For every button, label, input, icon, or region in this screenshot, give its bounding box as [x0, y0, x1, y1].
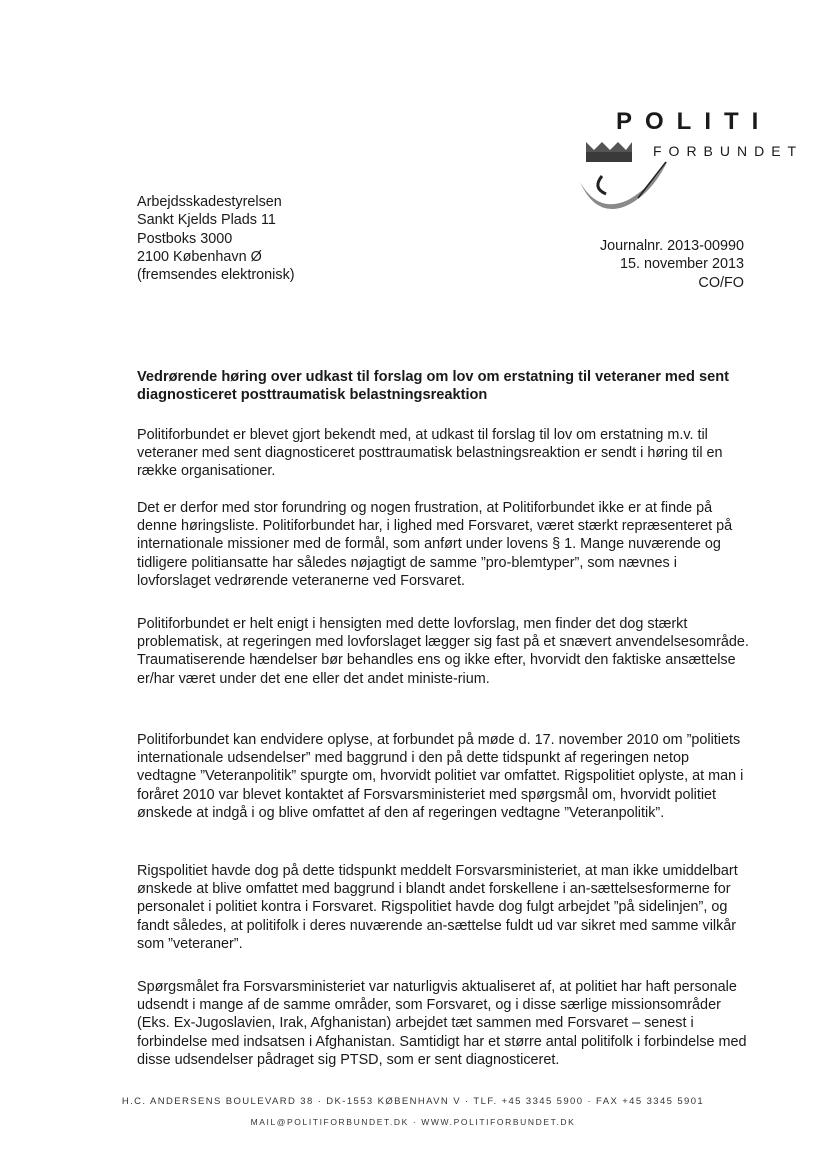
initials: CO/FO [698, 274, 744, 291]
body-paragraph: Politiforbundet er blevet gjort bekendt med, at udkast til forslag til lov om erstatning m.v. til veteraner med sent diagnosticeret posttraumatisk belastningsreaktion er sendt i høring til en række organisationer. [137, 427, 723, 480]
logo-subtitle: FORBUNDET [653, 143, 804, 159]
journal-number: Journalnr. 2013-00990 [599, 238, 744, 254]
address-line: 2100 København Ø [137, 248, 262, 265]
body-paragraph: Politiforbundet er helt enigt i hensigten med dette lovforslag, men finder det dog stærkt problematisk, at regeringen med lovforslaget lægger sig fast på et snævert anvendelsesområde. Traumatiserende hændelser bør behandles ens og ikke efter, hvorvidt den faktiske ansættelse er/har været under det ene eller det andet ministe-rium. [137, 616, 749, 687]
address-line: Sankt Kjelds Plads 11 [137, 212, 276, 229]
letter-meta [520, 237, 744, 292]
subject-heading: Vedrørende høring over udkast til forslag om lov om erstatning til veteraner med sent diagnosticeret posttraumatisk belastningsreaktion [137, 369, 729, 403]
crown-shield-icon [576, 140, 672, 226]
address-line: (fremsendes elektronisk) [137, 267, 295, 284]
body-paragraph: Politiforbundet kan endvidere oplyse, at forbundet på møde d. 17. november 2010 om ”politiets internationale udsendelser” med baggrund i den på dette tidspunkt af regeringen netop vedtagne ”Veteranpolitik” spurgte om, hvorvidt politiet var omfattet. Rigspolitiet oplyste, at man i foråret 2010 var blevet kontaktet af Forsvarsministeriet med spørgsmål om, hvorvidt politiet ønskede at indgå i og blive omfattet af den af regeringen vedtagne ”Veteranpolitik”. [137, 732, 744, 821]
footer-contact: MAIL@POLITIFORBUNDET.DK · WWW.POLITIFORBUNDET.DK [250, 1117, 576, 1127]
logo-title: POLITI [616, 108, 772, 135]
body-paragraph: Det er derfor med stor forundring og nogen frustration, at Politiforbundet ikke er at finde på denne høringsliste. Politiforbundet har, i lighed med Forsvaret, været stærkt repræsenteret på internationale missioner med de formål, som anført under lovens § 1. Mange nuværende og tidligere politiansatte har således nøjagtigt de samme ”pro-blemtyper”, som nævnes i lovforslaget vedrørende veteranerne ved Forsvaret. [137, 500, 733, 589]
address-line: Postboks 3000 [137, 230, 233, 247]
footer-address: H.C. ANDERSENS BOULEVARD 38 · DK-1553 KØBENHAVN V · TLF. +45 3345 5900 · FAX +45 3345 5901 [121, 1096, 705, 1107]
letter-date: 15. november 2013 [619, 256, 744, 273]
recipient-address [137, 193, 295, 284]
body-paragraph: Rigspolitiet havde dog på dette tidspunkt meddelt Forsvarsministeriet, at man ikke umiddelbart ønskede at blive omfattet med baggrund i blandt andet forskellene i an-sættelsesformerne for personalet i politiet kontra i Forsvaret. Rigspolitiet havde dog fulgt arbejdet ”på sidelinjen”, og fandt således, at politifolk i deres nuværende an-sættelse fuldt ud var sikret med samme vilkår som ”veteraner”. [137, 863, 738, 952]
address-line: Arbejdsskadestyrelsen [137, 194, 282, 210]
body-paragraph: Spørgsmålet fra Forsvarsministeriet var naturligvis aktualiseret af, at politiet har haft personale udsendt i mange af de samme områder, som Forsvaret, og i disse særlige missionsområder (Eks. Ex-Jugoslavien, Irak, Afghanistan) arbejdet tæt sammen med Forsvaret – senest i forbindelse med indsatsen i Afghanistan. Samtidigt har et større antal politifolk i forbindelse med disse udsendelser pådraget sig PTSD, som er sent diagnosticeret. [137, 979, 747, 1068]
